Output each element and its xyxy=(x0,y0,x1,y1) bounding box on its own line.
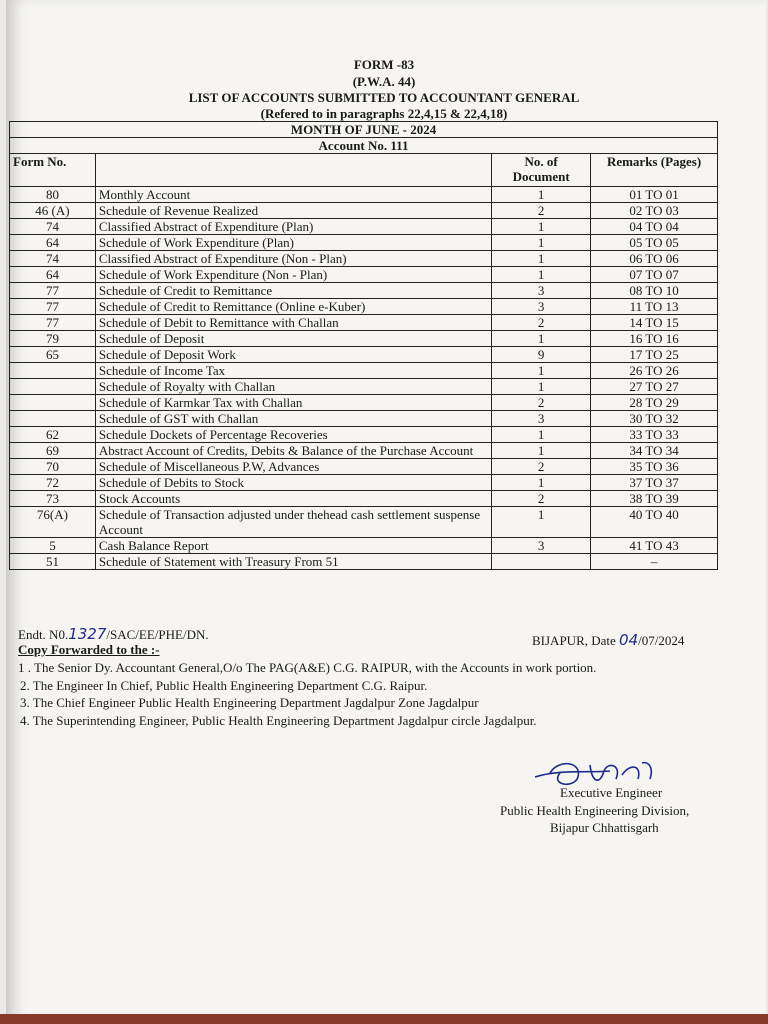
document-count-cell: 1 xyxy=(492,187,591,203)
remarks-cell: 30 TO 32 xyxy=(591,411,718,427)
document-count-cell: 1 xyxy=(492,443,591,459)
table-row xyxy=(10,459,718,475)
table-row xyxy=(10,443,718,459)
document-count-cell: 2 xyxy=(492,203,591,219)
date-day: 04 xyxy=(619,631,639,649)
document-count-cell: 1 xyxy=(492,219,591,235)
form-number-cell: 77 xyxy=(10,299,96,315)
col-form-header: Form No. xyxy=(10,154,96,187)
document-count-cell: 3 xyxy=(492,411,591,427)
document-count-cell: 1 xyxy=(492,475,591,491)
form-number-cell xyxy=(10,411,96,427)
table-row xyxy=(10,395,718,411)
place-date xyxy=(532,631,684,649)
form-number-cell xyxy=(10,363,96,379)
remarks-cell: 28 TO 29 xyxy=(591,395,718,411)
table-row xyxy=(10,283,718,299)
form-number-cell: 5 xyxy=(10,538,96,554)
form-number-cell: 46 (A) xyxy=(10,203,96,219)
table-row xyxy=(10,379,718,395)
remarks-cell: – xyxy=(591,554,718,570)
form-number-cell: 73 xyxy=(10,491,96,507)
copy-item: 3. The Chief Engineer Public Health Engineering Department Jagdalpur Zone Jagdalpur xyxy=(20,695,479,710)
description-cell: Schedule of Work Expenditure (Plan) xyxy=(95,235,491,251)
document-count-cell: 1 xyxy=(492,507,591,538)
description-cell: Schedule of Transaction adjusted under thehead cash settlement suspense Account xyxy=(95,507,491,538)
col-doc-header: No. of Document xyxy=(492,154,591,187)
remarks-cell: 14 TO 15 xyxy=(591,315,718,331)
table-row xyxy=(10,267,718,283)
table-row xyxy=(10,507,718,538)
remarks-cell: 37 TO 37 xyxy=(591,475,718,491)
table-row xyxy=(10,187,718,203)
document-count-cell: 3 xyxy=(492,283,591,299)
form-number-cell: 70 xyxy=(10,459,96,475)
date-rest: /07/2024 xyxy=(638,633,685,648)
document-count-cell: 2 xyxy=(492,491,591,507)
document-count-cell: 1 xyxy=(492,363,591,379)
form-number-cell: 69 xyxy=(10,443,96,459)
form-number-cell: 62 xyxy=(10,427,96,443)
col-remarks-header: Remarks (Pages) xyxy=(591,154,718,187)
table-row xyxy=(10,219,718,235)
document-title: LIST OF ACCOUNTS SUBMITTED TO ACCOUNTANT GENERAL xyxy=(188,90,580,105)
document-count-cell: 1 xyxy=(492,251,591,267)
signatory-designation: Executive Engineer xyxy=(560,785,663,800)
document-count-cell: 9 xyxy=(492,347,591,363)
form-number-cell: 79 xyxy=(10,331,96,347)
copy-item: 4. The Superintending Engineer, Public Health Engineering Department Jagdalpur circle Jagdalpur. xyxy=(20,713,537,728)
remarks-cell: 16 TO 16 xyxy=(591,331,718,347)
endt-suffix: /SAC/EE/PHE/DN. xyxy=(106,627,209,642)
description-cell: Schedule of Debit to Remittance with Challan xyxy=(95,315,491,331)
description-cell: Schedule of GST with Challan xyxy=(95,411,491,427)
table-edge xyxy=(0,1014,768,1024)
signatory-location: Bijapur Chhattisgarh xyxy=(550,820,659,835)
description-cell: Schedule of Debits to Stock xyxy=(95,475,491,491)
description-cell: Schedule of Karmkar Tax with Challan xyxy=(95,395,491,411)
description-cell: Schedule of Credit to Remittance xyxy=(95,283,491,299)
document-count-cell xyxy=(492,554,591,570)
document-count-cell: 1 xyxy=(492,235,591,251)
table-row xyxy=(10,235,718,251)
remarks-cell: 26 TO 26 xyxy=(591,363,718,379)
form-number-cell xyxy=(10,395,96,411)
table-row xyxy=(10,203,718,219)
description-cell: Abstract Account of Credits, Debits & Balance of the Purchase Account xyxy=(95,443,491,459)
description-cell: Schedule of Income Tax xyxy=(95,363,491,379)
form-number-cell: 74 xyxy=(10,251,96,267)
table-row xyxy=(10,491,718,507)
description-cell: Classified Abstract of Expenditure (Plan) xyxy=(95,219,491,235)
description-cell: Schedule of Deposit xyxy=(95,331,491,347)
document-count-cell: 1 xyxy=(492,427,591,443)
form-number: FORM -83 xyxy=(353,57,415,72)
signatory-office: Public Health Engineering Division, xyxy=(500,803,690,818)
copy-item: 2. The Engineer In Chief, Public Health Engineering Department C.G. Raipur. xyxy=(20,678,428,693)
table-row xyxy=(10,251,718,267)
table-row xyxy=(10,331,718,347)
description-cell: Schedule of Work Expenditure (Non - Plan) xyxy=(95,267,491,283)
remarks-cell: 08 TO 10 xyxy=(591,283,718,299)
table-row xyxy=(10,411,718,427)
table-row xyxy=(10,315,718,331)
month-cell: MONTH OF JUNE - 2024 xyxy=(10,122,718,138)
description-cell: Schedule of Credit to Remittance (Online e-Kuber) xyxy=(95,299,491,315)
remarks-cell: 38 TO 39 xyxy=(591,491,718,507)
account-row xyxy=(10,138,718,154)
form-number-cell: 74 xyxy=(10,219,96,235)
month-row xyxy=(10,122,718,138)
table-row xyxy=(10,427,718,443)
description-cell: Schedule of Miscellaneous P.W, Advances xyxy=(95,459,491,475)
table-row xyxy=(10,538,718,554)
description-cell: Stock Accounts xyxy=(95,491,491,507)
table-row xyxy=(10,363,718,379)
table-row xyxy=(10,299,718,315)
table-row xyxy=(10,475,718,491)
form-number-cell: 77 xyxy=(10,283,96,299)
endorsement-line xyxy=(18,625,209,643)
column-header-row xyxy=(10,154,718,187)
document-count-cell: 2 xyxy=(492,395,591,411)
description-cell: Cash Balance Report xyxy=(95,538,491,554)
document-count-cell: 3 xyxy=(492,299,591,315)
description-cell: Schedule of Deposit Work xyxy=(95,347,491,363)
form-number-cell: 72 xyxy=(10,475,96,491)
remarks-cell: 40 TO 40 xyxy=(591,507,718,538)
remarks-cell: 02 TO 03 xyxy=(591,203,718,219)
remarks-cell: 41 TO 43 xyxy=(591,538,718,554)
remarks-cell: 07 TO 07 xyxy=(591,267,718,283)
place: BIJAPUR, Date xyxy=(532,633,620,648)
account-cell: Account No. 111 xyxy=(10,138,718,154)
description-cell: Schedule of Royalty with Challan xyxy=(95,379,491,395)
remarks-cell: 05 TO 05 xyxy=(591,235,718,251)
remarks-cell: 06 TO 06 xyxy=(591,251,718,267)
form-number-cell: 80 xyxy=(10,187,96,203)
form-number-cell: 51 xyxy=(10,554,96,570)
document-count-cell: 1 xyxy=(492,331,591,347)
description-cell: Schedule of Statement with Treasury From 51 xyxy=(95,554,491,570)
form-number-cell: 76(A) xyxy=(10,507,96,538)
form-number-cell: 64 xyxy=(10,235,96,251)
copy-item: 1 . The Senior Dy. Accountant General,O/o The PAG(A&E) C.G. RAIPUR, with the Accounts in work portion. xyxy=(18,660,597,675)
remarks-cell: 27 TO 27 xyxy=(591,379,718,395)
remarks-cell: 01 TO 01 xyxy=(591,187,718,203)
form-number-cell: 77 xyxy=(10,315,96,331)
remarks-cell: 33 TO 33 xyxy=(591,427,718,443)
description-cell: Schedule Dockets of Percentage Recoveries xyxy=(95,427,491,443)
remarks-cell: 11 TO 13 xyxy=(591,299,718,315)
document-count-cell: 2 xyxy=(492,459,591,475)
endt-number: 1327 xyxy=(68,625,107,643)
remarks-cell: 04 TO 04 xyxy=(591,219,718,235)
description-cell: Classified Abstract of Expenditure (Non - Plan) xyxy=(95,251,491,267)
col-desc-header xyxy=(95,154,491,187)
form-number-cell: 65 xyxy=(10,347,96,363)
endt-prefix: Endt. N0. xyxy=(18,627,69,642)
form-number-cell: 64 xyxy=(10,267,96,283)
remarks-cell: 17 TO 25 xyxy=(591,347,718,363)
document-count-cell: 3 xyxy=(492,538,591,554)
form-number-cell xyxy=(10,379,96,395)
description-cell: Schedule of Revenue Realized xyxy=(95,203,491,219)
table-row xyxy=(10,347,718,363)
copy-heading: Copy Forwarded to the :- xyxy=(18,642,160,657)
remarks-cell: 34 TO 34 xyxy=(591,443,718,459)
pwa-number: (P.W.A. 44) xyxy=(352,74,416,89)
document-count-cell: 1 xyxy=(492,267,591,283)
accounts-table xyxy=(9,121,718,570)
table-row xyxy=(10,554,718,570)
reference-line: (Refered to in paragraphs 22,4,15 & 22,4,18) xyxy=(260,106,508,121)
document-count-cell: 1 xyxy=(492,379,591,395)
remarks-cell: 35 TO 36 xyxy=(591,459,718,475)
description-cell: Monthly Account xyxy=(95,187,491,203)
document-count-cell: 2 xyxy=(492,315,591,331)
